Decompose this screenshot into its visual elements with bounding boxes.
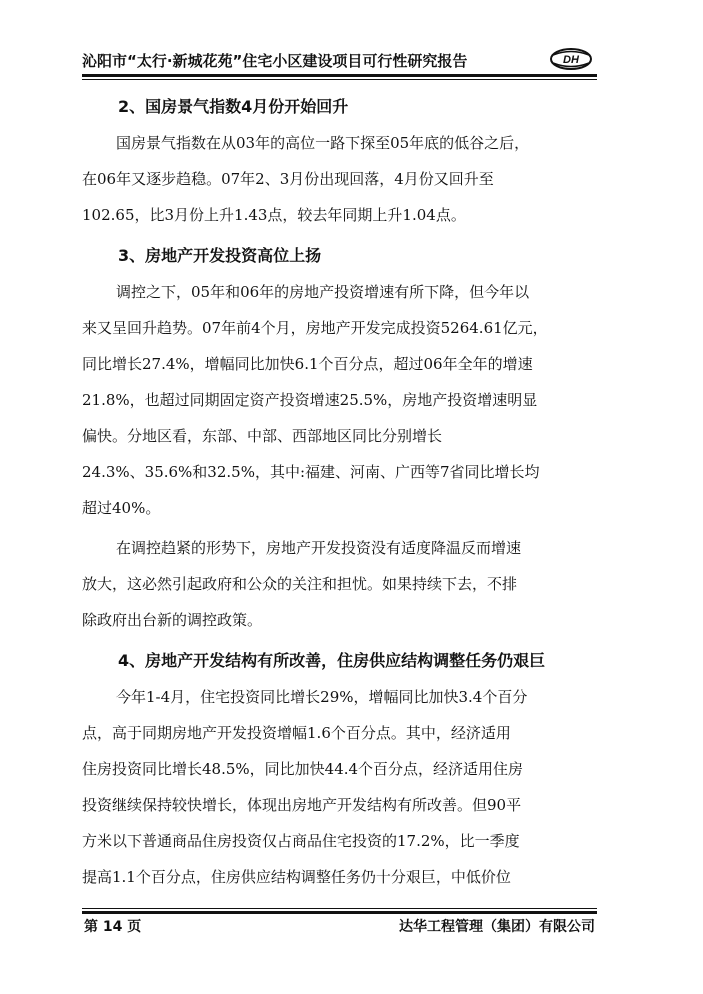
text-line: 住房投资同比增长48.5%，同比加快44.4个百分点，经济适用住房 (82, 760, 524, 778)
company-name: 达华工程管理（集团）有限公司 (399, 919, 595, 935)
text-line: 21.8%，也超过同期固定资产投资增速25.5%，房地产投资增速明显 (82, 391, 538, 409)
text-line: 提高1.1个百分点，住房供应结构调整任务仍十分艰巨，中低价位 (82, 868, 511, 886)
text-line: 方米以下普通商品住房投资仅占商品住宅投资的17.2%，比一季度 (82, 832, 520, 850)
text-line: 点，高于同期房地产开发投资增幅1.6个百分点。其中，经济适用 (82, 724, 511, 742)
text-line: 来又呈回升趋势。07年前4个月，房地产开发完成投资5264.61亿元， (82, 319, 548, 337)
section-heading: 4、房地产开发结构有所改善，住房供应结构调整任务仍艰巨 (118, 651, 546, 670)
footer-divider (82, 911, 597, 914)
paragraph (82, 530, 612, 638)
text-line: 投资继续保持较快增长，体现出房地产开发结构有所改善。但90平 (82, 796, 522, 814)
report-title: 沁阳市“太行·新城花苑”住宅小区建设项目可行性研究报告 (82, 52, 468, 70)
page-header (82, 46, 597, 76)
text-line: 102.65，比3月份上升1.43点，较去年同期上升1.04点。 (82, 206, 466, 224)
header-divider (82, 74, 597, 77)
text-line: 除政府出台新的调控政策。 (82, 611, 263, 629)
text-line: 调控之下，05年和06年的房地产投资增速有所下降，但今年以 (116, 283, 530, 301)
text-line: 放大，这必然引起政府和公众的关注和担忧。如果持续下去，不排 (82, 575, 518, 593)
text-line: 超过40%。 (82, 499, 161, 517)
page-number: 第 14 页 (84, 919, 142, 935)
section-heading: 3、房地产开发投资高位上扬 (118, 246, 322, 265)
text-line: 24.3%、35.6%和32.5%，其中:福建、河南、广西等7省同比增长均 (82, 463, 540, 481)
text-line: 今年1-4月，住宅投资同比增长29%，增幅同比加快3.4个百分 (116, 688, 528, 706)
section-heading: 2、国房景气指数4月份开始回升 (118, 97, 349, 116)
document-body (82, 88, 612, 899)
footer-divider-thin (82, 908, 597, 909)
text-line: 同比增长27.4%，增幅同比加快6.1个百分点，超过06年全年的增速 (82, 355, 533, 373)
text-line: 在06年又逐步趋稳。07年2、3月份出现回落，4月份又回升至 (82, 170, 494, 188)
text-line: 国房景气指数在从03年的高位一路下探至05年底的低谷之后， (116, 134, 530, 152)
text-line: 在调控趋紧的形势下，房地产开发投资没有适度降温反而增速 (116, 539, 522, 557)
logo-text: DH (563, 54, 579, 66)
paragraph (82, 679, 612, 895)
paragraph (82, 125, 612, 233)
header-divider-thin (82, 79, 597, 80)
company-logo-icon (549, 46, 593, 72)
text-line: 偏快。分地区看，东部、中部、西部地区同比分别增长 (82, 427, 443, 445)
paragraph (82, 274, 612, 526)
